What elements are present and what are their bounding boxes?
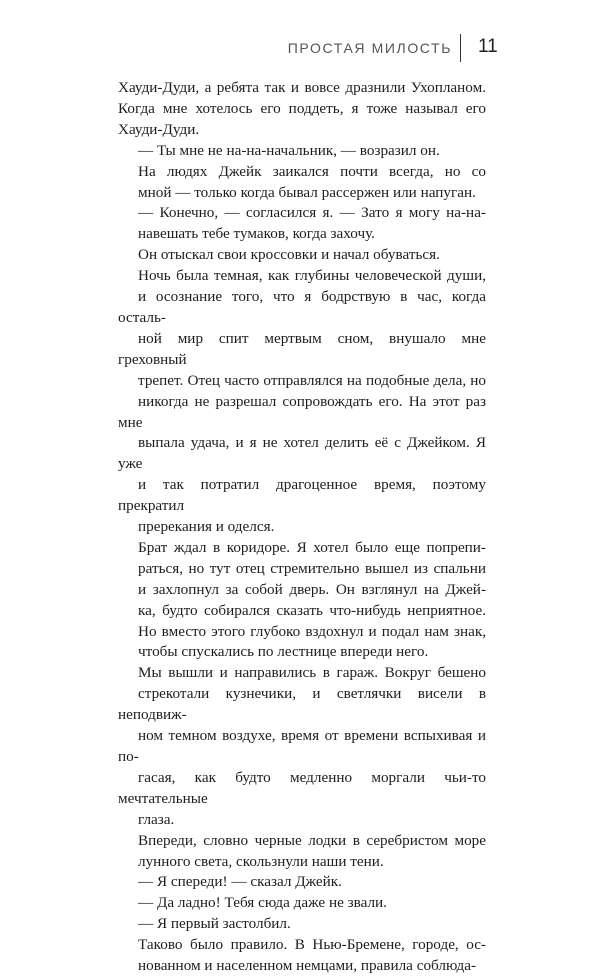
paragraph bbox=[118, 935, 486, 977]
text-line: трепет. Отец часто отправлялся на подобные дела, но bbox=[138, 371, 486, 389]
text-line: чтобы спускались по лестнице впереди него. bbox=[138, 643, 429, 661]
text-line: никогда не разрешал сопровождать его. На этот раз мне bbox=[118, 392, 486, 431]
text-line: На людях Джейк заикался почти всегда, но со bbox=[138, 162, 486, 180]
text-line: Он отыскал свои кроссовки и начал обуваться. bbox=[138, 246, 440, 264]
text-line: — Да ладно! Тебя сюда даже не звали. bbox=[138, 894, 387, 912]
paragraph bbox=[118, 872, 486, 893]
header-divider bbox=[460, 34, 461, 62]
text-line: Хауди-Дуди. bbox=[118, 120, 200, 138]
paragraph bbox=[118, 203, 486, 245]
paragraph bbox=[118, 266, 486, 538]
text-line: стрекотали кузнечики, и светлячки висели в неподвиж- bbox=[118, 685, 486, 724]
text-line: глаза. bbox=[138, 810, 175, 828]
text-line: и так потратил драгоценное время, поэтому прекратил bbox=[118, 476, 486, 515]
text-line: выпала удача, и я не хотел делить её с Джейком. Я уже bbox=[118, 434, 486, 473]
body-text bbox=[118, 78, 486, 977]
page-number: 11 bbox=[478, 36, 498, 57]
text-line: Хауди-Дуди, а ребята так и вовсе дразнили Ухопланом. bbox=[118, 79, 486, 96]
paragraph bbox=[118, 663, 486, 830]
text-line: лунного света, скользнули наши тени. bbox=[138, 852, 384, 870]
paragraph bbox=[118, 538, 486, 663]
text-line: навешать тебе тумаков, когда захочу. bbox=[138, 225, 375, 243]
text-line: пререкания и оделся. bbox=[138, 518, 275, 536]
text-line: ном темном воздухе, время от времени вспыхивая и по- bbox=[118, 727, 486, 765]
running-header bbox=[0, 34, 600, 62]
paragraph bbox=[118, 831, 486, 873]
paragraph bbox=[118, 78, 486, 141]
paragraph bbox=[118, 245, 486, 266]
text-line: ка, будто собирался сказать что-нибудь неприятное. bbox=[138, 601, 486, 619]
text-line: Ночь была темная, как глубины человеческой души, bbox=[138, 267, 486, 285]
text-line: гасая, как будто медленно моргали чьи-то мечтательные bbox=[118, 768, 486, 807]
text-line: — Я спереди! — сказал Джейк. bbox=[138, 873, 342, 891]
running-title: ПРОСТАЯ МИЛОСТЬ bbox=[287, 40, 452, 56]
paragraph bbox=[118, 141, 486, 162]
text-line: и захлопнул за собой дверь. Он взглянул на Джей- bbox=[138, 580, 486, 598]
text-line: Когда мне хотелось его поддеть, я тоже называл его bbox=[118, 99, 486, 117]
text-line: — Я первый застолбил. bbox=[138, 915, 291, 933]
text-line: Брат ждал в коридоре. Я хотел было еще попрепи- bbox=[138, 538, 486, 556]
paragraph bbox=[118, 893, 486, 914]
text-line: нованном и населенном немцами, правила соблюда- bbox=[138, 957, 477, 975]
paragraph bbox=[118, 914, 486, 935]
text-line: мной — только когда бывал рассержен или напуган. bbox=[138, 183, 476, 201]
text-line: Но вместо этого глубоко вздохнул и подал нам знак, bbox=[138, 622, 486, 640]
text-line: и осознание того, что я бодрствую в час, когда осталь- bbox=[118, 288, 486, 326]
text-line: Таково было правило. В Нью-Бремене, городе, ос- bbox=[138, 936, 486, 954]
text-line: Впереди, словно черные лодки в серебристом море bbox=[138, 831, 486, 849]
paragraph bbox=[118, 162, 486, 204]
text-line: Мы вышли и направились в гараж. Вокруг бешено bbox=[138, 664, 486, 682]
text-line: — Ты мне не на-на-начальник, — возразил он. bbox=[138, 141, 440, 159]
text-line: — Конечно, — согласился я. — Зато я могу на-на- bbox=[138, 204, 486, 222]
text-line: ной мир спит мертвым сном, внушало мне греховный bbox=[118, 329, 486, 368]
text-line: раться, но тут отец стремительно вышел из спальни bbox=[138, 559, 486, 577]
